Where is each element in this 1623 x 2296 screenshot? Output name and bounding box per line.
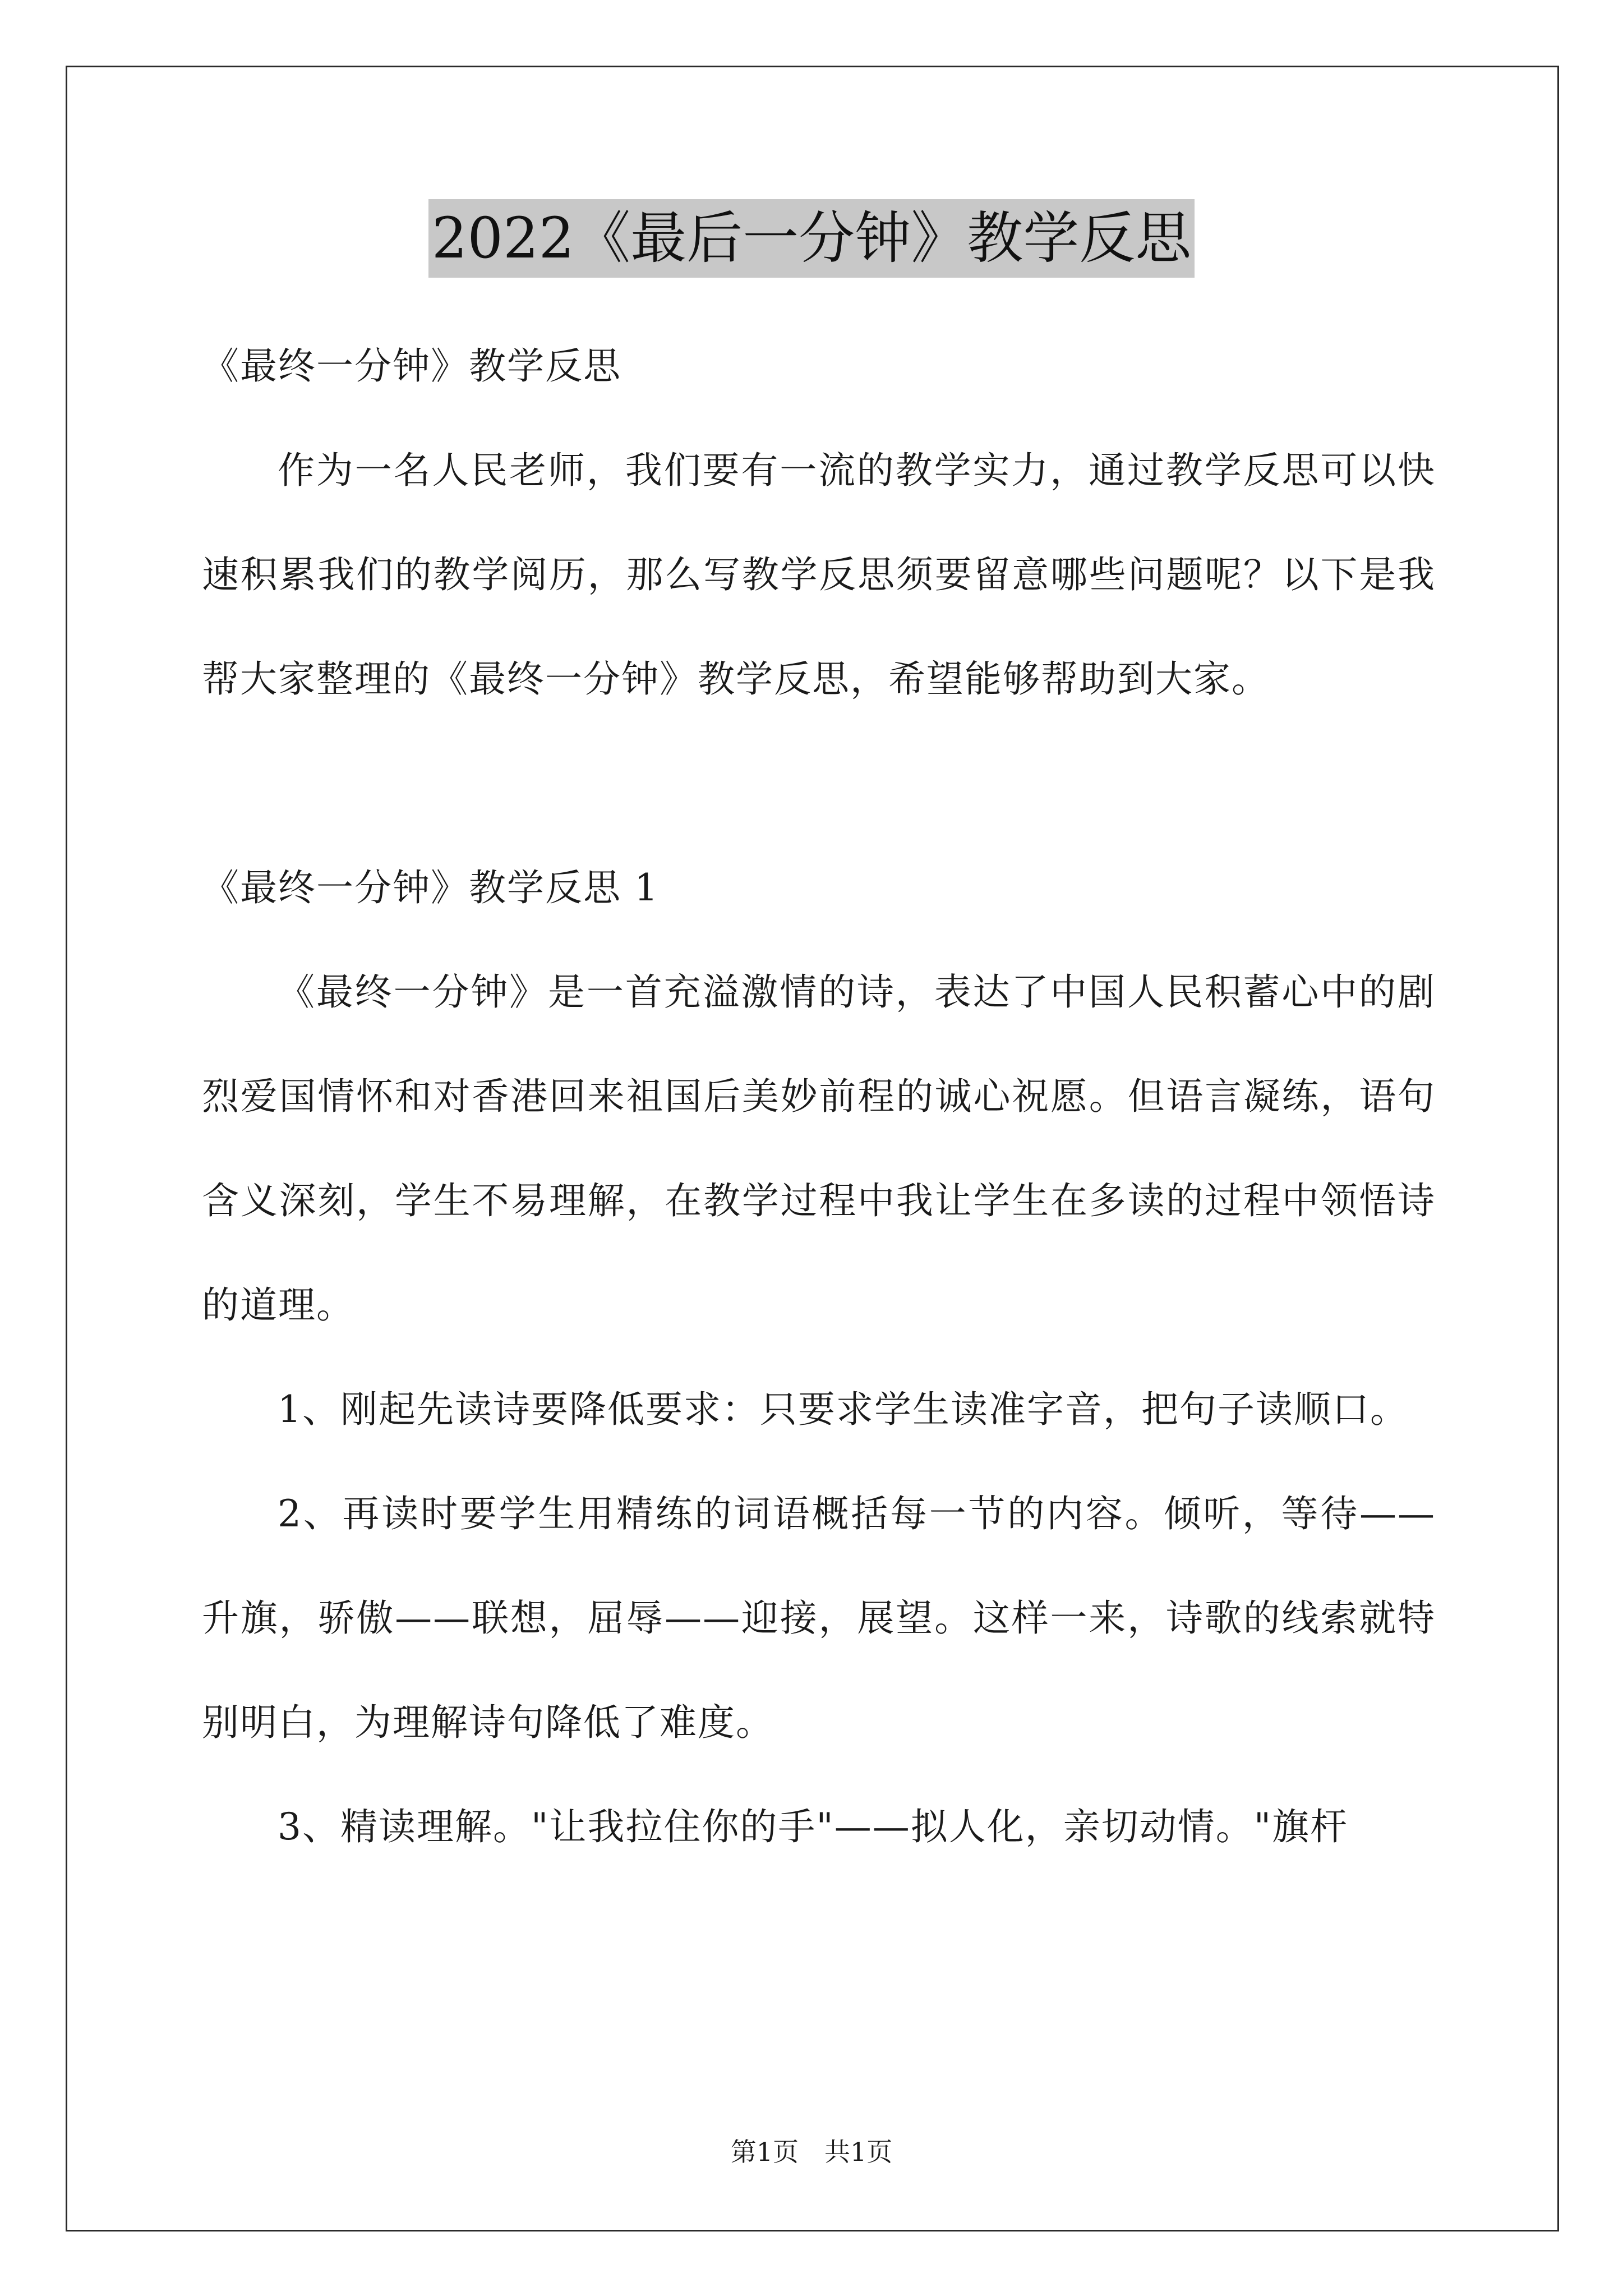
list-item-1: 1、刚起先读诗要降低要求：只要求学生读准字音，把句子读顺口。: [278, 1388, 1408, 1431]
document-body: [202, 314, 1436, 1879]
section-spacer: [202, 731, 1436, 836]
intro-heading: 《最终一分钟》教学反思: [202, 344, 621, 388]
list-item-2: 2、再读时要学生用精练的词语概括每一节的内容。倾听，等待——升旗，骄傲——联想，屈辱——迎接，展望。这样一来，诗歌的线索就特别明白，为理解诗句降低了难度。: [202, 1492, 1436, 1744]
section-paragraph: 《最终一分钟》是一首充溢激情的诗，表达了中国人民积蓄心中的剧烈爱国情怀和对香港回来祖国后美妙前程的诚心祝愿。但语言凝练，语句含义深刻，学生不易理解，在教学过程中我让学生在多读的过程中领悟诗的道理。: [202, 970, 1436, 1327]
page-footer: 第1页 共1页: [730, 2137, 893, 2167]
section-heading: 《最终一分钟》教学反思 1: [202, 866, 659, 909]
document-title: 2022《最后一分钟》教学反思: [428, 199, 1195, 278]
intro-paragraph: 作为一名人民老师，我们要有一流的教学实力，通过教学反思可以快速积累我们的教学阅历，那么写教学反思须要留意哪些问题呢？以下是我帮大家整理的《最终一分钟》教学反思，希望能够帮助到大家。: [202, 449, 1436, 701]
title-container: [0, 199, 1623, 278]
list-item-3: 3、精读理解。"让我拉住你的手"——拟人化，亲切动情。"旗杆: [278, 1805, 1349, 1848]
